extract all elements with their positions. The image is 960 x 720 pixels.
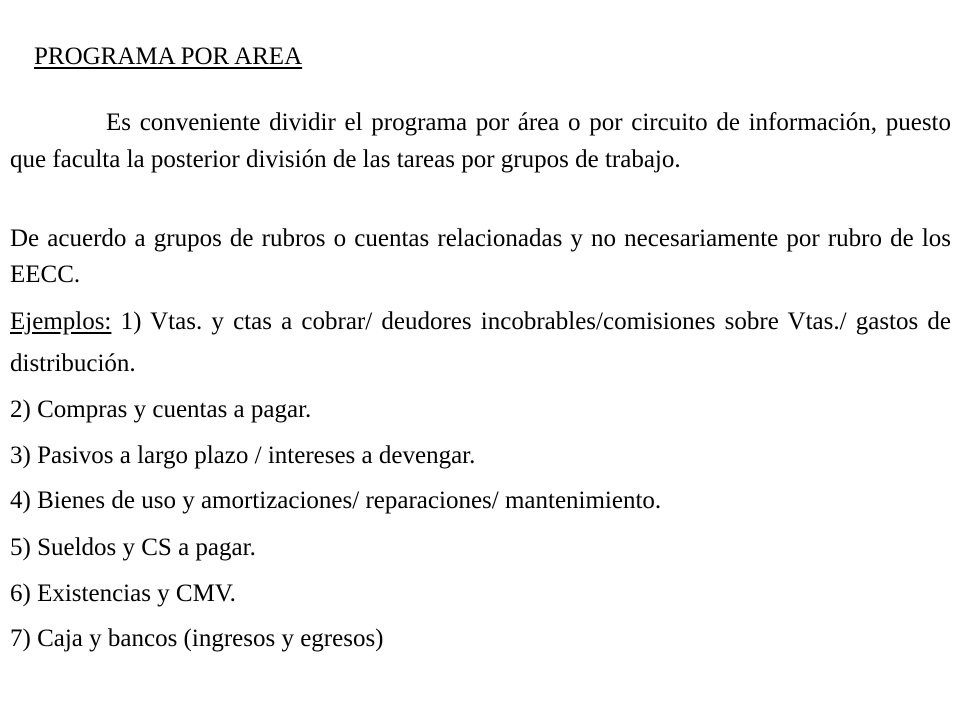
example-item-2: 2) Compras y cuentas a pagar. [10, 396, 312, 423]
examples-label: Ejemplos: [10, 308, 112, 335]
examples-paragraph [10, 301, 951, 385]
example-item-6: 6) Existencias y CMV. [10, 580, 236, 607]
slide-title: PROGRAMA POR AREA [34, 43, 303, 70]
grouping-paragraph: De acuerdo a grupos de rubros o cuentas relacionadas y no necesariamente por rubro de los EECC. [10, 225, 951, 288]
example-item-4: 4) Bienes de uso y amortizaciones/ reparaciones/ mantenimiento. [10, 487, 662, 514]
example-item-1: 1) Vtas. y ctas a cobrar/ deudores incobrables/comisiones sobre Vtas./ gastos de distribución. [10, 308, 952, 377]
example-item-7: 7) Caja y bancos (ingresos y egresos) [10, 625, 384, 652]
example-item-5: 5) Sueldos y CS a pagar. [10, 534, 256, 561]
intro-paragraph: Es conveniente dividir el programa por área o por circuito de información, puesto que faculta la posterior división de las tareas por grupos de trabajo. [10, 109, 951, 173]
example-item-3: 3) Pasivos a largo plazo / intereses a devengar. [10, 442, 476, 469]
